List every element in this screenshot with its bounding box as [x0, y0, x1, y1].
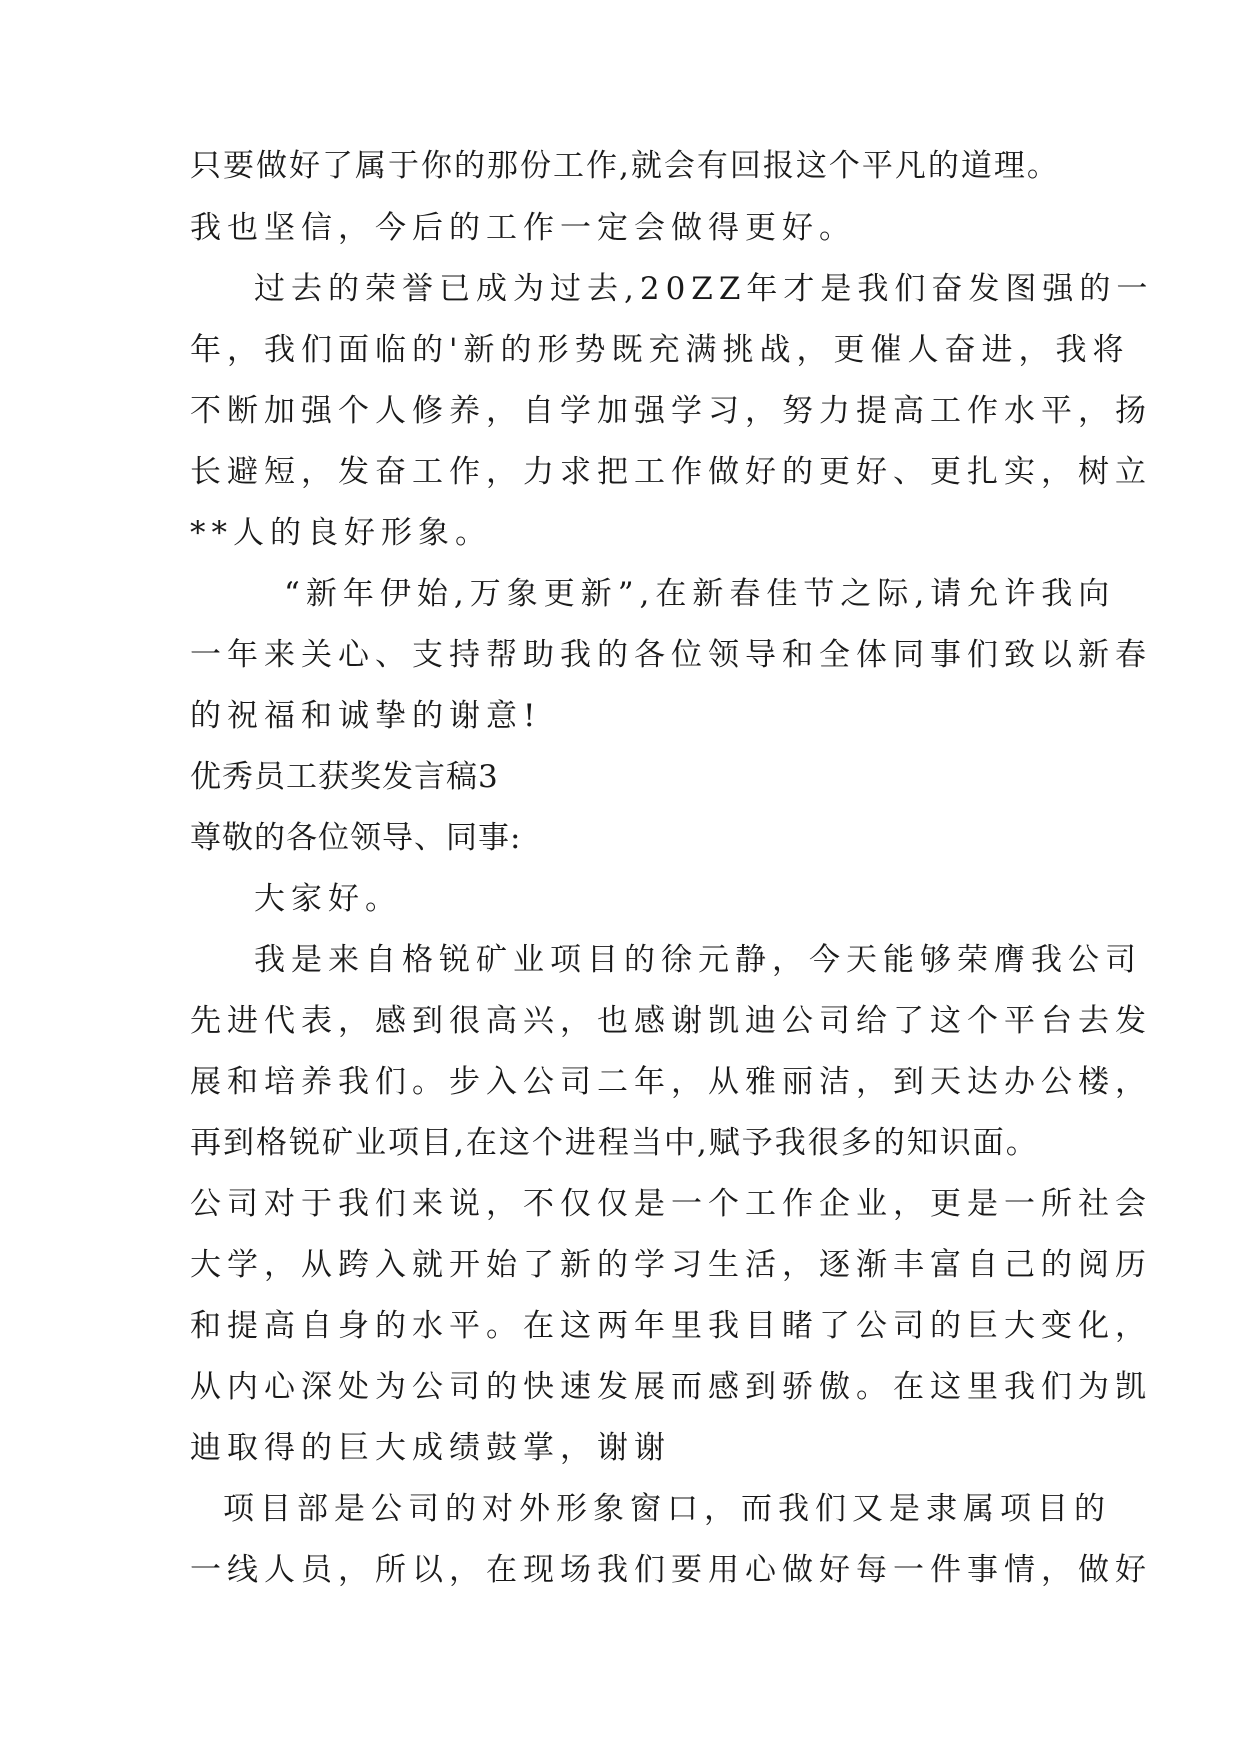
text-line: 展和培养我们。步入公司二年，从雅丽洁，到天达办公楼， [190, 1064, 1152, 1100]
text-line: 再到格锐矿业项目,在这个进程当中,赋予我很多的知识面。 [190, 1125, 1039, 1161]
text-line: 只要做好了属于你的那份工作,就会有回报这个平凡的道理。 [190, 148, 1060, 184]
text-line: 年，我们面临的'新的形势既充满挑战，更催人奋进，我将 [190, 332, 1130, 368]
text-line: **人的良好形象。 [190, 515, 492, 551]
text-line: 一线人员，所以，在现场我们要用心做好每一件事情，做好 [190, 1552, 1152, 1588]
text-line: 不断加强个人修养，自学加强学习，努力提高工作水平，扬 [190, 393, 1152, 429]
greeting: 大家好。 [254, 881, 402, 917]
text-line: 和提高自身的水平。在这两年里我目睹了公司的巨大变化， [190, 1308, 1152, 1344]
text-line: 项目部是公司的对外形象窗口，而我们又是隶属项目的 [223, 1491, 1111, 1527]
text-line: 大学，从跨入就开始了新的学习生活，逐渐丰富自己的阅历 [190, 1247, 1152, 1283]
text-line: 先进代表，感到很高兴，也感谢凯迪公司给了这个平台去发 [190, 1003, 1152, 1039]
text-line: 公司对于我们来说，不仅仅是一个工作企业，更是一所社会 [190, 1186, 1152, 1222]
text-line: 迪取得的巨大成绩鼓掌，谢谢 [190, 1430, 671, 1466]
text-line: 我也坚信，今后的工作一定会做得更好。 [190, 210, 856, 246]
salutation: 尊敬的各位领导、同事: [190, 820, 522, 856]
text-line: 的祝福和诚挚的谢意! [190, 698, 542, 734]
text-line: 长避短，发奋工作，力求把工作做好的更好、更扎实，树立 [190, 454, 1152, 490]
text-line: 我是来自格锐矿业项目的徐元静，今天能够荣膺我公司 [254, 942, 1142, 978]
text-line: 过去的荣誉已成为过去,20ZZ年才是我们奋发图强的一 [254, 271, 1154, 307]
section-heading: 优秀员工获奖发言稿3 [190, 759, 499, 795]
text-line: 从内心深处为公司的快速发展而感到骄傲。在这里我们为凯 [190, 1369, 1152, 1405]
text-line: “新年伊始,万象更新”,在新春佳节之际,请允许我向 [284, 576, 1116, 612]
text-line: 一年来关心、支持帮助我的各位领导和全体同事们致以新春 [190, 637, 1152, 673]
